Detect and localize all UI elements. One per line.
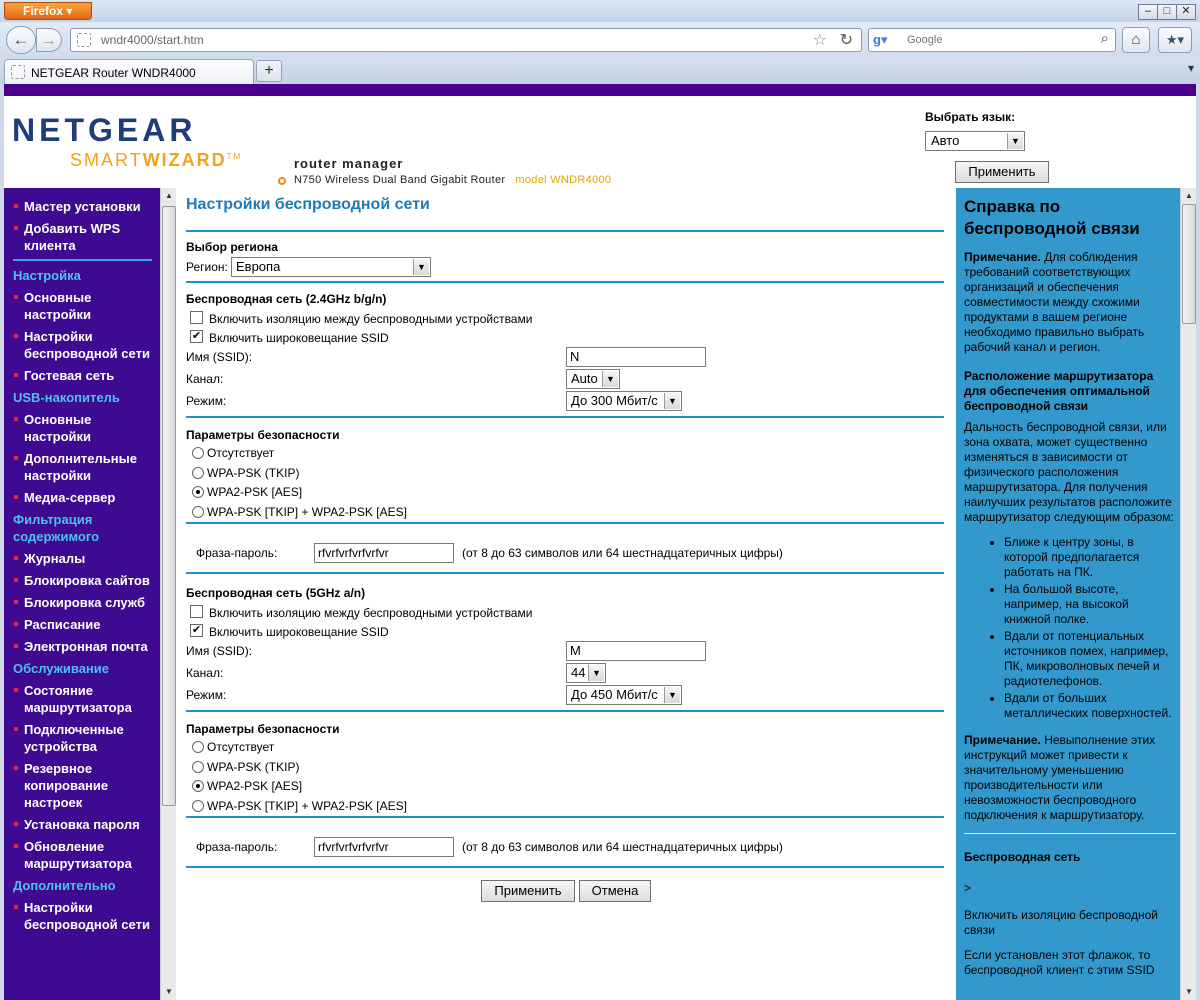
ssid-5-label: Имя (SSID): [186, 644, 253, 658]
maximize-button[interactable]: □ [1157, 4, 1177, 20]
sidebar-item[interactable]: Подключенные устройства [4, 721, 160, 755]
passphrase-24-hint: (от 8 до 63 символов или 64 шестнадцатеричных цифры) [462, 546, 783, 560]
close-button[interactable]: ✕ [1176, 4, 1196, 20]
url-text: wndr4000/start.htm [101, 33, 204, 47]
security-radio[interactable] [192, 447, 204, 459]
help-bullet: • Вдали от потенциальных источников помех, например, ПК, микроволновых печей и радиотелефонов. [1004, 629, 1176, 689]
isolation-24-label: Включить изоляцию между беспроводными устройствами [209, 312, 533, 326]
minimize-button[interactable]: – [1138, 4, 1158, 20]
tagline-dot-icon [278, 177, 286, 185]
security-radio-label: WPA2-PSK [AES] [207, 779, 303, 793]
navigation-toolbar [0, 22, 1200, 58]
dropdown-arrow-icon: ▼ [413, 259, 429, 275]
isolation-24-checkbox[interactable] [190, 311, 203, 324]
firefox-menu-button[interactable]: Firefox ▾ [4, 2, 92, 20]
sidebar-item[interactable]: Расписание [4, 616, 160, 633]
channel-24-label: Канал: [186, 372, 224, 386]
tab-strip [0, 58, 1200, 84]
passphrase-24-input[interactable]: rfvrfvrfvrfvrfvr [314, 543, 454, 563]
isolation-5-label: Включить изоляцию между беспроводными устройствами [209, 606, 533, 620]
region-section-title: Выбор региона [186, 240, 278, 254]
channel-5-label: Канал: [186, 666, 224, 680]
search-icon[interactable]: ⌕ [1100, 30, 1109, 47]
security-radio[interactable] [192, 467, 204, 479]
netgear-logo: NETGEAR [12, 112, 197, 148]
help-panel [956, 188, 1196, 1000]
sidebar-item[interactable]: Настройки беспроводной сети [4, 899, 160, 933]
sidebar-item[interactable]: Журналы [4, 550, 160, 567]
forward-button[interactable]: → [36, 28, 62, 52]
help-gt: > [964, 881, 972, 895]
sidebar-item[interactable]: Обновление маршрутизатора [4, 838, 160, 872]
page-title: Настройки беспроводной сети [186, 196, 430, 213]
help-bullet-list [1004, 535, 1176, 721]
passphrase-24-label: Фраза-пароль: [196, 546, 278, 560]
router-manager-tagline: router manager [294, 156, 404, 171]
passphrase-5-label: Фраза-пароль: [196, 840, 278, 854]
passphrase-5-input[interactable]: rfvrfvrfvrfvrfvr [314, 837, 454, 857]
page-favicon-icon [77, 33, 91, 47]
help-placement-text: Дальность беспроводной связи, или зона охвата, может существенно изменяться в зависимости от физического расположения маршрутизатора. Для получения наилучших результатов расположите маршрутизатор следующим образом: [964, 420, 1174, 524]
menu-list [4, 198, 160, 938]
search-placeholder: Google [907, 34, 943, 46]
sidebar-item[interactable]: Установка пароля [4, 816, 160, 833]
sidebar-item[interactable]: Электронная почта [4, 638, 160, 655]
sidebar-item[interactable]: Мастер установки [4, 198, 160, 215]
broadcast-24-checkbox[interactable]: ✔ [191, 330, 202, 342]
bookmark-star-icon[interactable]: ☆ [812, 32, 827, 49]
passphrase-5-hint: (от 8 до 63 символов или 64 шестнадцатеричных цифры) [462, 840, 783, 854]
window-titlebar [0, 0, 1200, 22]
menu-section-header[interactable]: Дополнительно [13, 878, 116, 893]
help-bullet: • Ближе к центру зоны, в которой предполагается работать на ПК. [1004, 535, 1176, 580]
reload-icon[interactable]: ↻ [839, 32, 853, 49]
tab-list-arrow-icon[interactable]: ▾ [1187, 61, 1194, 75]
bookmarks-button[interactable]: ★▾ [1158, 27, 1192, 53]
tab-favicon-icon [11, 65, 25, 79]
security-radio[interactable] [192, 800, 204, 812]
smartwizard-logo: SMARTWIZARD™ [70, 150, 243, 170]
settings-form [180, 188, 954, 1000]
sidebar-menu [4, 188, 176, 1000]
isolation-5-checkbox[interactable] [190, 605, 203, 618]
broadcast-5-label: Включить широковещание SSID [209, 625, 389, 639]
ssid-24-input[interactable]: N [566, 347, 706, 367]
scroll-up-icon[interactable]: ▲ [161, 188, 176, 204]
divider [186, 710, 944, 712]
language-label: Выбрать язык: [925, 110, 1016, 124]
ssid-24-label: Имя (SSID): [186, 350, 253, 364]
security-radio-label: WPA-PSK (TKIP) [207, 465, 300, 480]
divider [186, 572, 944, 574]
region-label: Регион: [186, 260, 228, 274]
home-button[interactable]: ⌂ [1122, 27, 1150, 53]
tab-title: NETGEAR Router WNDR4000 [31, 66, 196, 80]
security-radio[interactable] [192, 486, 204, 498]
divider [186, 816, 944, 818]
security-radio[interactable] [192, 761, 204, 773]
sidebar-item[interactable]: Состояние маршрутизатора [4, 682, 160, 716]
ssid-5-input[interactable]: M [566, 641, 706, 661]
dropdown-arrow-icon: ▼ [664, 393, 680, 409]
sidebar-item[interactable]: Дополнительные настройки [4, 450, 160, 484]
broadcast-24-label: Включить широковещание SSID [209, 331, 389, 345]
security-radio-label: WPA2-PSK [AES] [207, 485, 303, 499]
mode-24-label: Режим: [186, 394, 227, 408]
sidebar-item[interactable]: Блокировка сайтов [4, 572, 160, 589]
divider [186, 230, 944, 232]
broadcast-5-checkbox[interactable]: ✔ [191, 624, 202, 636]
dropdown-arrow-icon: ▼ [1007, 133, 1023, 149]
security-radio-label: Отсутствует [207, 740, 275, 754]
scrollbar-thumb[interactable] [1182, 204, 1196, 324]
language-apply-button[interactable]: Применить [955, 161, 1049, 183]
help-note-1: Примечание. Для соблюдения требований соответствующих организаций и обеспечения совместимости между схожими продуктами в вашем регионе необходимо правильно выбрать рабочий канал и регион. [964, 250, 1145, 354]
security-radio-label: WPA-PSK [TKIP] + WPA2-PSK [AES] [207, 504, 407, 519]
mode-5-label: Режим: [186, 688, 227, 702]
security-5-section-title: Параметры безопасности [186, 722, 340, 736]
security-radio-label: WPA-PSK [TKIP] + WPA2-PSK [AES] [207, 798, 407, 813]
sidebar-item[interactable]: Настройки беспроводной сети [4, 328, 160, 362]
search-bar[interactable] [868, 28, 1116, 52]
divider [186, 522, 944, 524]
security-radio-label: Отсутствует [207, 446, 275, 460]
security-radio[interactable] [192, 506, 204, 518]
dropdown-arrow-icon: ▼ [602, 371, 618, 387]
region-select[interactable]: Европа ▼ [231, 257, 431, 277]
security-radio[interactable] [192, 741, 204, 753]
mode-5-select[interactable]: До 450 Мбит/с ▼ [566, 685, 682, 705]
sidebar-item[interactable]: Основные настройки [4, 411, 160, 445]
scroll-down-icon[interactable]: ▼ [161, 984, 176, 1000]
wireless-5-section-title: Беспроводная сеть (5GHz a/n) [186, 586, 366, 600]
help-placement-heading: Расположение маршрутизатора для обеспечения оптимальной беспроводной связи [964, 369, 1154, 413]
menu-section-header[interactable]: USB-накопитель [13, 390, 120, 405]
help-content [964, 196, 1176, 992]
router-header [4, 96, 1196, 184]
security-radio[interactable] [192, 780, 204, 792]
sidebar-item[interactable]: Медиа-сервер [4, 489, 160, 506]
dropdown-arrow-icon: ▼ [664, 687, 680, 703]
sidebar-item[interactable]: Добавить WPS клиента [4, 220, 160, 254]
divider [186, 866, 944, 868]
menu-separator [13, 259, 152, 261]
top-banner-stripe [4, 84, 1196, 96]
url-bar[interactable] [70, 28, 862, 52]
scroll-up-icon[interactable]: ▲ [1181, 188, 1196, 204]
model-line: N750 Wireless Dual Band Gigabit Router model WNDR4000 [294, 174, 612, 186]
browser-tab[interactable] [4, 59, 254, 84]
language-select[interactable]: Авто ▼ [925, 131, 1025, 151]
help-note-2: Примечание. Невыполнение этих инструкций может привести к значительному уменьшению производительности или невозможности беспроводного подключения к маршрутизатору. [964, 733, 1156, 822]
google-icon[interactable]: g▾ [873, 32, 888, 47]
help-isolation-text: Если установлен этот флажок, то беспроводной клиент с этим SSID [964, 948, 1155, 977]
help-bullet: • На большой высоте, например, на высокой книжной полке. [1004, 582, 1176, 627]
help-bullet: • Вдали от больших металлических поверхностей. [1004, 691, 1176, 721]
sidebar-item[interactable]: Основные настройки [4, 289, 160, 323]
menu-section-header[interactable]: Обслуживание [13, 661, 110, 676]
help-title: Справка по беспроводной связи [964, 197, 1140, 238]
cancel-button[interactable]: Отмена [579, 880, 651, 902]
security-radio-label: WPA-PSK (TKIP) [207, 759, 300, 774]
scroll-down-icon[interactable]: ▼ [1181, 984, 1196, 1000]
new-tab-button[interactable]: + [256, 60, 282, 82]
back-button[interactable]: ← [6, 26, 36, 54]
help-divider [964, 833, 1176, 834]
help-wireless-heading: Беспроводная сеть [964, 850, 1081, 864]
menu-section-header[interactable]: Настройка [13, 268, 81, 283]
menu-section-header[interactable]: Фильтрация содержимого [13, 512, 100, 544]
page-viewport [4, 84, 1196, 1000]
sidebar-item[interactable]: Гостевая сеть [4, 367, 160, 384]
sidebar-item[interactable]: Резервное копирование настроек [4, 760, 160, 811]
channel-24-select[interactable]: Auto ▼ [566, 369, 620, 389]
scrollbar-thumb[interactable] [162, 206, 176, 806]
mode-24-select[interactable]: До 300 Мбит/с ▼ [566, 391, 682, 411]
apply-button[interactable]: Применить [481, 880, 575, 902]
sidebar-scrollbar[interactable] [160, 188, 176, 1000]
sidebar-item[interactable]: Блокировка служб [4, 594, 160, 611]
help-scrollbar[interactable] [1180, 188, 1196, 1000]
divider [186, 281, 944, 283]
security-24-section-title: Параметры безопасности [186, 428, 340, 442]
help-isolation-heading: Включить изоляцию беспроводной связи [964, 908, 1158, 937]
dropdown-arrow-icon: ▼ [588, 665, 604, 681]
channel-5-select[interactable]: 44 ▼ [566, 663, 606, 683]
wireless-24-section-title: Беспроводная сеть (2.4GHz b/g/n) [186, 292, 387, 306]
divider [186, 416, 944, 418]
